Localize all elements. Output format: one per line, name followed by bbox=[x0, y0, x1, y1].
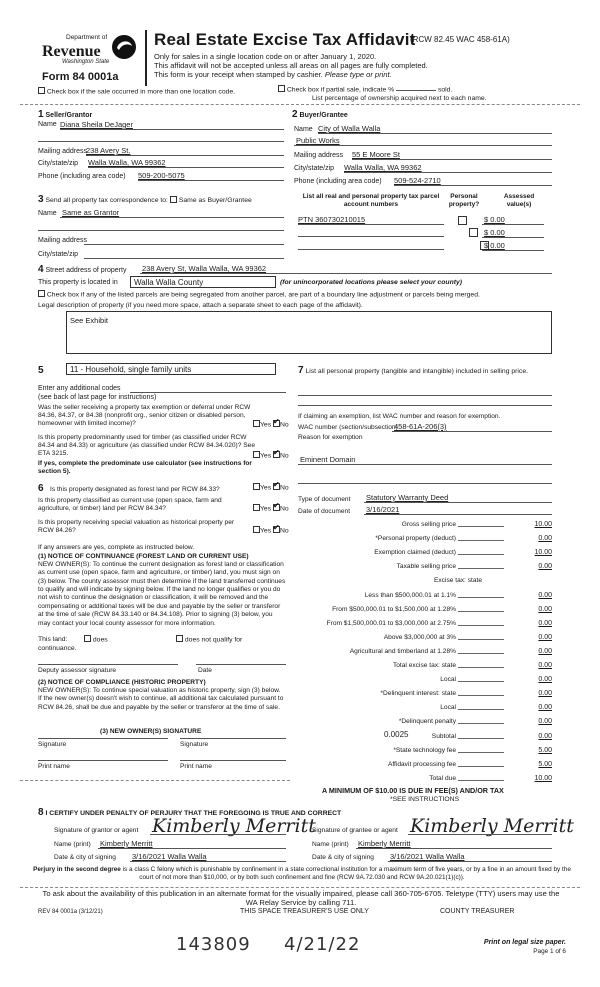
section-2-number: 2 bbox=[292, 109, 298, 120]
tax-row-label: Taxable selling price bbox=[396, 563, 456, 571]
personal-property-checkbox-1[interactable] bbox=[458, 216, 467, 225]
q-exemption-no[interactable] bbox=[273, 420, 280, 427]
grantee-name-label: Name (print) bbox=[312, 841, 349, 848]
q-timber-no[interactable] bbox=[273, 451, 280, 458]
treasurer-only: THIS SPACE TREASURER'S USE ONLY bbox=[240, 908, 369, 915]
notice-1-title: (1) NOTICE OF CONTINUANCE (FOREST LAND OR CURRENT USE) bbox=[38, 553, 249, 560]
section-7-number: 7 bbox=[298, 365, 304, 376]
buyer-name[interactable]: City of Walla Walla bbox=[318, 124, 381, 133]
tax-row bbox=[298, 592, 552, 603]
buyer-name-2[interactable]: Public Works bbox=[296, 136, 340, 145]
reason[interactable]: Eminent Domain bbox=[300, 455, 356, 464]
seller-phone[interactable]: 509-200-5075 bbox=[138, 171, 185, 180]
rev-number: REV 84 0001a (3/12/21) bbox=[38, 909, 103, 915]
deputy-date-label: Date bbox=[198, 667, 212, 674]
perjury-text: is a class C felony which is punishable by confinement in a state correctional institution for a maximum term of five years, or by a fine in an amount fixed by the court of not more than $10,000, or by both such confinement and fine (RCW 9A.72.030 and RCW 9A.20.021(1)(c)). bbox=[120, 866, 571, 881]
section-5-number: 5 bbox=[38, 365, 44, 376]
tax-row-label: *State technology fee bbox=[393, 746, 456, 754]
tax-row bbox=[298, 690, 552, 701]
tax-row-label: Excise tax: state bbox=[433, 577, 482, 585]
county-treasurer: COUNTY TREASURER bbox=[440, 908, 515, 915]
ownership-note: List percentage of ownership acquired next to each name. bbox=[312, 95, 487, 102]
county-select[interactable]: Walla Walla County bbox=[130, 276, 276, 288]
partial-sale-checkbox[interactable] bbox=[278, 85, 285, 92]
tax-row-label: *Delinquent penalty bbox=[398, 718, 456, 726]
q-timber-yes[interactable] bbox=[253, 451, 260, 458]
q-historic-no-label: No bbox=[279, 527, 289, 535]
q-forest: Is this property designated as forest land per RCW 84.33? bbox=[50, 486, 220, 493]
this-land-label: This land: bbox=[38, 636, 68, 643]
notice-2-text: NEW OWNER(S): To continue special valuation as historic property, sign (3) below. If the new owner(s) doesn't wish to continue, all additional tax calculated pursuant to RCW 84.26, shall be due and payable by the seller or transferor at the time of sale. bbox=[38, 687, 284, 711]
seller-city[interactable]: Walla Walla, WA 99362 bbox=[88, 158, 166, 167]
tax-row-label: From $1,500,000.01 to $3,000,000 at 2.75% bbox=[326, 619, 456, 627]
section-3-heading: Send all property tax correspondence to: bbox=[45, 197, 168, 204]
q-forest-no[interactable] bbox=[273, 483, 280, 490]
tax-row-label: Agricultural and timberland at 1.28% bbox=[349, 647, 456, 655]
notice-3-title: (3) NEW OWNER(S) SIGNATURE bbox=[100, 728, 202, 735]
dor-logo-line2: Revenue bbox=[42, 43, 101, 60]
perjury-notice bbox=[30, 866, 574, 882]
tax-row bbox=[298, 718, 552, 729]
grantor-sig-label: Signature of grantor or agent bbox=[54, 827, 139, 834]
tax-row bbox=[298, 549, 552, 560]
seller-mailing-label: Mailing address bbox=[38, 148, 88, 155]
perjury-bold: Perjury in the second degree bbox=[33, 866, 121, 873]
wac-number[interactable]: 458-61A-206(3) bbox=[394, 422, 447, 431]
section6-instructions: If any answers are yes, complete as instructed below. bbox=[38, 544, 195, 551]
tax-row-value[interactable]: 0.00 bbox=[538, 619, 552, 627]
q-historic-no[interactable] bbox=[273, 526, 280, 533]
section-1-number: 1 bbox=[38, 109, 44, 120]
corr-mailing-label: Mailing address bbox=[38, 237, 88, 244]
section-4-number: 4 bbox=[38, 264, 44, 275]
wac-label: WAC number (section/subsection) bbox=[298, 424, 398, 431]
grantee-date-label: Date & city of signing bbox=[312, 854, 374, 861]
wa-state-icon bbox=[110, 34, 138, 60]
q-timber-no-label: No bbox=[279, 452, 289, 460]
street-label: Street address of property bbox=[45, 267, 127, 274]
tax-row-label: Subtotal bbox=[431, 732, 456, 740]
tax-row-value[interactable]: 10.00 bbox=[534, 549, 552, 557]
land-does-not-checkbox[interactable] bbox=[176, 635, 183, 642]
q-historic-yes[interactable] bbox=[253, 526, 260, 533]
dor-logo-line3: Washington State bbox=[62, 59, 110, 65]
tax-row-value[interactable]: 0.00 bbox=[538, 591, 552, 599]
grantor-name-label: Name (print) bbox=[54, 841, 91, 848]
q-exemption-yes[interactable] bbox=[253, 420, 260, 427]
q-exemption-yes-label: Yes bbox=[260, 421, 272, 429]
notice-2-title: (2) NOTICE OF COMPLIANCE (HISTORIC PROPERTY) bbox=[38, 679, 206, 686]
seller-phone-label: Phone (including area code) bbox=[38, 173, 126, 180]
personal-col-header: Personal property? bbox=[448, 193, 480, 208]
multi-location-checkbox[interactable] bbox=[38, 87, 45, 94]
grantee-name[interactable]: Kimberly Merritt bbox=[358, 839, 411, 848]
same-as-buyer-label: Same as Buyer/Grantee bbox=[178, 197, 252, 204]
header-line2: This affidavit will not be accepted unless all areas on all pages are fully completed. bbox=[154, 61, 428, 70]
tax-row-label: *Personal property (deduct) bbox=[375, 535, 456, 543]
tax-row-label: Affidavit processing fee bbox=[387, 760, 456, 768]
statute-ref: (RCW 82.45 WAC 458-61A) bbox=[410, 35, 510, 44]
personal-property-checkbox-2[interactable] bbox=[469, 228, 478, 237]
buyer-phone-label: Phone (including area code) bbox=[294, 178, 382, 185]
buyer-phone[interactable]: 509-524-2710 bbox=[394, 176, 441, 185]
grantor-name[interactable]: Kimberly Merritt bbox=[100, 839, 153, 848]
buyer-mailing[interactable]: 55 E Moore St bbox=[352, 150, 400, 159]
tax-row-value[interactable]: 0.00 bbox=[538, 718, 552, 726]
segregated-checkbox[interactable] bbox=[38, 290, 45, 297]
page-title: Real Estate Excise Tax Affidavit bbox=[154, 30, 416, 49]
tax-row-value[interactable]: 10.00 bbox=[534, 774, 552, 782]
buyer-mailing-label: Mailing address bbox=[294, 152, 344, 159]
header-line3-italic: Please type or print. bbox=[324, 70, 392, 79]
multi-location-label: Check box if the sale occurred in more than one location code. bbox=[46, 88, 236, 96]
q-timber-note: If yes, complete the predominate use calculator (see instructions for section 5). bbox=[38, 460, 252, 476]
doctype[interactable]: Statutory Warranty Deed bbox=[366, 493, 449, 502]
corr-name-label: Name bbox=[38, 210, 57, 217]
tax-row bbox=[298, 676, 552, 687]
handwritten-date: 4/21/22 bbox=[284, 934, 361, 955]
tax-row bbox=[298, 620, 552, 631]
tax-row-value[interactable]: 0.00 bbox=[538, 605, 552, 613]
land-does-not-label: does not qualify for bbox=[184, 636, 243, 644]
seller-name-label: Name bbox=[38, 121, 57, 128]
q-current-use-yes[interactable] bbox=[253, 504, 260, 511]
tax-row-value[interactable]: 0.00 bbox=[538, 662, 552, 669]
tax-row-label: Exemption claimed (deduct) bbox=[374, 549, 456, 557]
tax-row-value[interactable]: 5.00 bbox=[538, 746, 552, 754]
assessed-col-header: Assessed value(s) bbox=[503, 193, 535, 208]
located-label: This property is located in bbox=[38, 279, 118, 286]
grantee-signature[interactable]: Kimberly Merritt bbox=[410, 815, 574, 837]
sold-label: sold. bbox=[437, 86, 453, 94]
q-current-use-yes-label: Yes bbox=[260, 505, 272, 513]
q-current-use: Is this property classified as current use (open space, farm and agriculture, or timber) land per RCW 84.34? bbox=[38, 497, 222, 513]
same-as-buyer-checkbox[interactable] bbox=[170, 196, 177, 203]
land-does-label: does bbox=[92, 636, 108, 644]
tax-row-label: Local bbox=[440, 704, 456, 712]
q-timber: Is this property predominantly used for timber (as classified under RCW 84.34 and 84.33) or agriculture (as classified under RCW 84.34.020)? See ETA 3215. bbox=[38, 434, 255, 458]
buyer-name-label: Name bbox=[294, 126, 313, 133]
handwritten-number: 143809 bbox=[176, 934, 251, 955]
page-number: Page 1 of 6 bbox=[533, 948, 566, 955]
dor-logo-line1: Department of bbox=[66, 34, 108, 41]
q-historic: Is this property receiving special valuation as historical property per RCW 84.26? bbox=[38, 519, 235, 535]
tax-row bbox=[298, 577, 552, 588]
parcel-number-1[interactable]: PTN 360730210015 bbox=[298, 215, 366, 224]
tax-row-value[interactable]: 0.00 bbox=[538, 676, 552, 684]
see-instructions: *SEE INSTRUCTIONS bbox=[390, 796, 460, 803]
seller-name[interactable]: Diana Sheila DeJager bbox=[60, 120, 133, 129]
deputy-sig-label: Deputy assessor signature bbox=[38, 667, 117, 674]
q-timber-yes-label: Yes bbox=[260, 452, 272, 460]
local-rate[interactable]: 0.0025 bbox=[384, 730, 409, 739]
assessed-value-1[interactable]: $ 0.00 bbox=[484, 215, 505, 224]
continuance-label: continuance. bbox=[38, 645, 77, 652]
grantor-date[interactable]: 3/16/2021 Walla Walla bbox=[132, 852, 207, 861]
buyer-city-label: City/state/zip bbox=[294, 165, 335, 172]
grantor-signature[interactable]: Kimberly Merritt bbox=[152, 815, 316, 837]
seller-mailing[interactable]: 238 Avery St. bbox=[86, 146, 131, 155]
section-6-number: 6 bbox=[38, 483, 44, 494]
section-1-heading: Seller/Grantor bbox=[45, 112, 93, 119]
q-current-use-no-label: No bbox=[279, 505, 289, 513]
exempt-note: If claiming an exemption, list WAC number and reason for exemption. bbox=[298, 413, 501, 420]
tax-row-label: Less than $500,000.01 at 1.1% bbox=[364, 591, 456, 599]
form-number: Form 84 0001a bbox=[42, 71, 119, 83]
notice-1-text: NEW OWNER(S): To continue the current designation as forest land or classification as current use (open space, farm and agriculture, or timber) land, you must sign on (3) below. The county assessor must then determine if the land transferred continues to qualify and will indicate by signing below. If the land no longer qualifies or you do not wish to continue the designation or classification, it will be removed and the compensating or additional taxes will be due and payable by the seller or transferor at the time of sale (RCW 84.33.140 or 84.34.108). Prior to signing (3) below, you may contact your local county assessor for more information. bbox=[38, 561, 286, 627]
tax-row-label: Above $3,000,000 at 3% bbox=[383, 633, 456, 641]
owner-print-label-1: Print name bbox=[38, 763, 70, 770]
legal-paper-note: Print on legal size paper. bbox=[483, 939, 566, 946]
tax-row bbox=[298, 704, 552, 715]
tax-row-value[interactable]: 0.00 bbox=[538, 633, 552, 641]
tax-row-value[interactable]: 0.00 bbox=[538, 563, 552, 571]
doctype-label: Type of document bbox=[298, 496, 351, 503]
section-2-heading: Buyer/Grantee bbox=[299, 112, 348, 119]
section-7-heading: List all personal property (tangible and intangible) included in selling price. bbox=[305, 368, 528, 375]
uninc-note: (for unincorporated locations please select your county) bbox=[280, 279, 463, 286]
q-forest-yes[interactable] bbox=[253, 483, 260, 490]
tax-row bbox=[298, 535, 552, 546]
grantor-date-label: Date & city of signing bbox=[54, 854, 116, 861]
owner-sig-label-2: Signature bbox=[180, 741, 209, 748]
grantee-sig-label: Signature of grantee or agent bbox=[312, 827, 398, 834]
section-3-number: 3 bbox=[38, 194, 44, 205]
partial-sale-label: Check box if partial sale, indicate % bbox=[286, 86, 395, 94]
q-historic-yes-label: Yes bbox=[260, 527, 272, 535]
q-current-use-no[interactable] bbox=[273, 504, 280, 511]
tax-row bbox=[298, 761, 552, 772]
owner-sig-label-1: Signature bbox=[38, 741, 67, 748]
tax-row-value[interactable]: 10.00 bbox=[534, 521, 552, 528]
tax-row-value[interactable]: 0.00 bbox=[538, 732, 552, 740]
tax-row-label: Gross selling price bbox=[401, 521, 456, 528]
tax-row-label: *Delinquent interest: state bbox=[380, 690, 456, 698]
land-use-select[interactable]: 11 - Household, single family units bbox=[66, 363, 276, 375]
tax-row bbox=[298, 747, 552, 758]
codes-label: Enter any additional codes bbox=[38, 385, 121, 392]
segregated-label: Check box if any of the listed parcels are being segregated from another parcel, are part of a boundary line adjustment or parcels being merged. bbox=[46, 291, 480, 299]
q-exemption: Was the seller receiving a property tax exemption or deferral under RCW 84.36, 84.37, or 84.38 (nonprofit org., senior citizen or disabled person, homeowner with limited income)? bbox=[38, 404, 251, 428]
tax-row bbox=[298, 521, 552, 532]
tax-row bbox=[298, 634, 552, 645]
owner-print-label-2: Print name bbox=[180, 763, 212, 770]
reason-label: Reason for exemption bbox=[298, 434, 363, 441]
minimum-note: A MINIMUM OF $10.00 IS DUE IN FEE(S) AND/OR TAX bbox=[322, 786, 504, 795]
docdate-label: Date of document bbox=[298, 508, 351, 515]
tax-row bbox=[298, 775, 552, 786]
tax-row-value[interactable]: 0.00 bbox=[538, 647, 552, 655]
accessibility-note: To ask about the availability of this publication in an alternate format for the visually impaired, please call 360-705-6705. Teletype (TTY) users may use the WA Relay Service by calling 711. bbox=[42, 889, 560, 908]
tax-row-value[interactable]: 0.00 bbox=[538, 704, 552, 712]
tax-row bbox=[298, 662, 552, 673]
codes-note: (see back of last page for instructions) bbox=[38, 394, 157, 401]
buyer-city[interactable]: Walla Walla, WA 99362 bbox=[344, 163, 422, 172]
q-exemption-no-label: No bbox=[279, 421, 289, 429]
seller-city-label: City/state/zip bbox=[38, 160, 79, 167]
parcel-col-header: List all real and personal property tax parcel account numbers bbox=[302, 193, 440, 208]
q-forest-no-label: No bbox=[279, 484, 289, 492]
header-line3: This form is your receipt when stamped by cashier. bbox=[154, 70, 325, 79]
tax-row-label: Local bbox=[440, 676, 456, 684]
tax-row-value[interactable]: 0.00 bbox=[538, 690, 552, 698]
grantee-date[interactable]: 3/16/2021 Walla Walla bbox=[390, 852, 465, 861]
header-line1: Only for sales in a single location code on or after January 1, 2020. bbox=[154, 52, 377, 61]
tax-row bbox=[298, 563, 552, 574]
corr-city-label: City/state/zip bbox=[38, 251, 79, 258]
legal-desc-label: Legal description of property (if you need more space, attach a separate sheet to each page of the affidavit). bbox=[38, 302, 363, 309]
docdate[interactable]: 3/16/2021 bbox=[366, 505, 400, 514]
tax-row bbox=[298, 606, 552, 617]
tax-row-value[interactable]: 5.00 bbox=[538, 760, 552, 768]
legal-desc: See Exhibit bbox=[70, 316, 108, 325]
section-8-number: 8 bbox=[38, 807, 44, 818]
property-street[interactable]: 238 Avery St, Walla Walla, WA 99362 bbox=[142, 264, 267, 273]
q-forest-yes-label: Yes bbox=[260, 484, 272, 492]
section-8-heading: I CERTIFY UNDER PENALTY OF PERJURY THAT THE FOREGOING IS TRUE AND CORRECT bbox=[45, 810, 342, 817]
tax-row bbox=[298, 648, 552, 659]
corr-name[interactable]: Same as Grantor bbox=[62, 208, 120, 217]
tax-row-label: Total due bbox=[429, 774, 456, 782]
tax-row-label: Total excise tax: state bbox=[392, 662, 456, 669]
tax-row bbox=[298, 733, 552, 744]
legal-desc-box[interactable] bbox=[66, 311, 552, 354]
assessed-value-2[interactable]: $ 0.00 bbox=[484, 228, 505, 237]
tax-row-value[interactable]: 0.00 bbox=[538, 535, 552, 543]
tax-row-label: From $500,000.01 to $1,500,000 at 1.28% bbox=[332, 605, 456, 613]
land-does-checkbox[interactable] bbox=[84, 635, 91, 642]
assessed-value-3[interactable]: $ 0.00 bbox=[484, 241, 505, 250]
